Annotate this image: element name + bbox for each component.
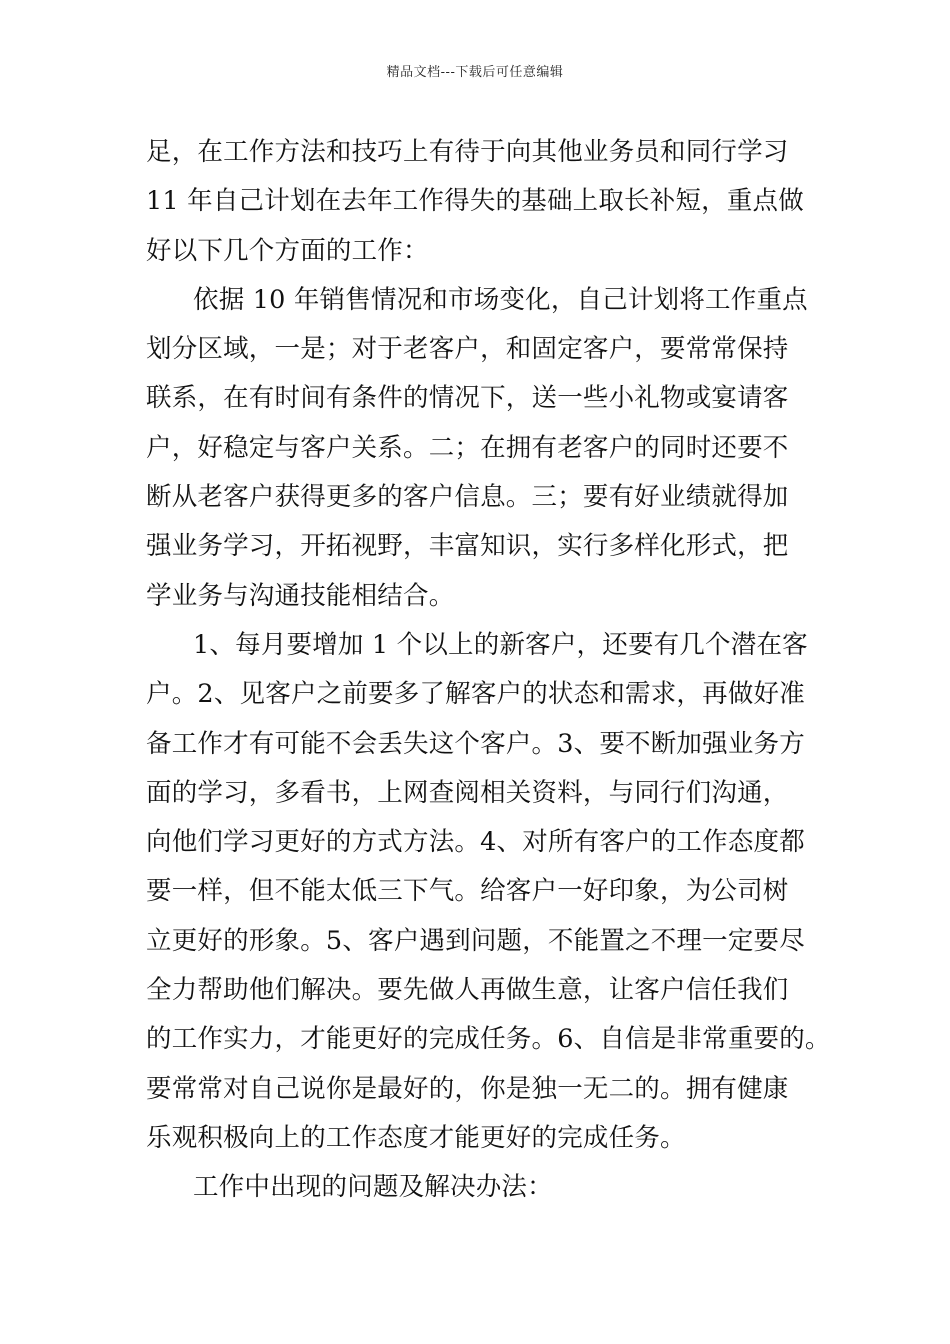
page-header: 精品文档---下载后可任意编辑 <box>386 65 564 80</box>
text-line: 划分区域，一是；对于老客户，和固定客户，要常常保持 <box>146 334 789 365</box>
text-line: 11 年自己计划在去年工作得失的基础上取长补短，重点做 <box>146 186 804 217</box>
text-line: 学业务与沟通技能相结合。 <box>146 580 455 611</box>
text-line: 要一样，但不能太低三下气。给客户一好印象，为公司树 <box>146 876 789 907</box>
text-line: 联系，在有时间有条件的情况下，送一些小礼物或宴请客 <box>146 383 789 414</box>
text-line: 乐观积极向上的工作态度才能更好的完成任务。 <box>146 1122 686 1153</box>
text-line: 备工作才有可能不会丢失这个客户。3、要不断加强业务方 <box>146 728 805 759</box>
text-line: 全力帮助他们解决。要先做人再做生意，让客户信任我们 <box>146 975 789 1006</box>
document-body <box>146 128 846 1213</box>
text-line: 好以下几个方面的工作： <box>146 235 429 266</box>
text-line: 足，在工作方法和技巧上有待于向其他业务员和同行学习 <box>146 137 789 167</box>
text-line: 要常常对自己说你是最好的，你是独一无二的。拥有健康 <box>146 1073 789 1104</box>
text-line: 强业务学习，开拓视野，丰富知识，实行多样化形式，把 <box>146 531 789 562</box>
text-line: 户，好稳定与客户关系。二；在拥有老客户的同时还要不 <box>146 432 789 463</box>
text-line: 的工作实力，才能更好的完成任务。6、自信是非常重要的。 <box>146 1024 831 1055</box>
text-line: 依据 10 年销售情况和市场变化，自己计划将工作重点 <box>193 284 808 315</box>
text-line: 户。2、见客户之前要多了解客户的状态和需求，再做好准 <box>146 679 805 710</box>
text-line: 立更好的形象。5、客户遇到问题，不能置之不理一定要尽 <box>146 925 805 956</box>
text-line: 1、每月要增加 1 个以上的新客户，还要有几个潜在客 <box>193 629 808 660</box>
text-line: 工作中出现的问题及解决办法： <box>193 1172 553 1203</box>
text-line: 向他们学习更好的方式方法。4、对所有客户的工作态度都 <box>146 827 805 858</box>
text-line: 面的学习，多看书，上网查阅相关资料，与同行们沟通， <box>146 777 789 808</box>
text-line: 断从老客户获得更多的客户信息。三；要有好业绩就得加 <box>146 482 789 513</box>
